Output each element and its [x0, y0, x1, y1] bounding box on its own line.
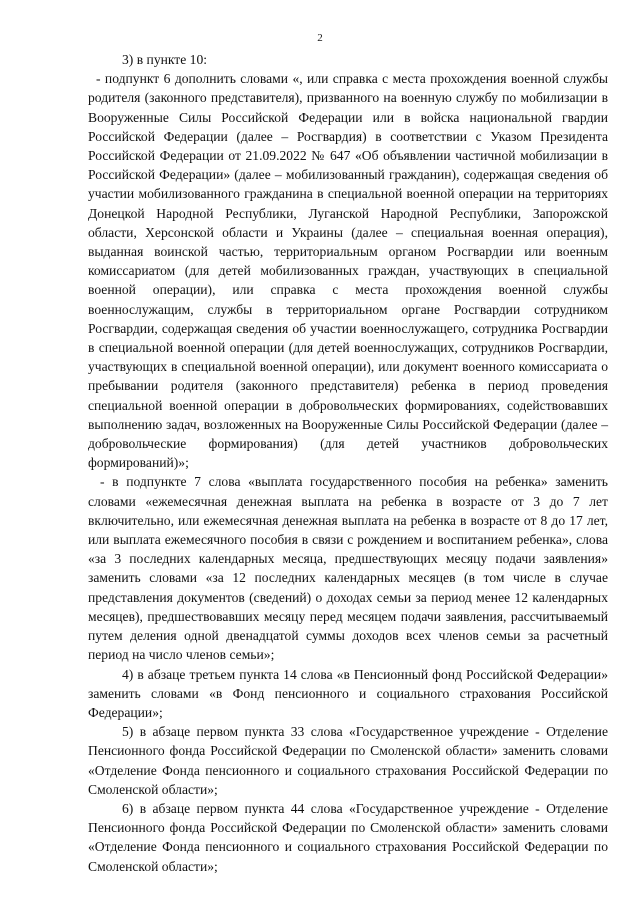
item-3-subparagraph-7: - в подпункте 7 слова «выплата государственного пособия на ребенка» заменить словами «ежемесячная денежная выплата на ребенка в возрасте от 3 до 7 лет включительно, или ежемесячная денежная выплата на ребенка в возрасте от 8 до 17 лет, или выплата ежемесячного пособия в связи с рождением и воспитанием ребенка», слова «за 3 последних календарных месяца, предшествующих месяцу подачи заявления» заменить словами «за 12 последних календарных месяцев (в том числе в случае представления документов (сведений) о доходах семьи за период менее 12 календарных месяцев), предшествовавших месяцу перед месяцем подачи заявления, рассчитываемый путем деления одной двенадцатой суммы доходов всех членов семьи за расчетный период на число членов семьи»; — [88, 474, 608, 663]
item-4-paragraph: 4) в абзаце третьем пункта 14 слова «в Пенсионный фонд Российской Федерации» заменить словами «в Фонд пенсионного и социального страхования Российской Федерации»; — [88, 666, 608, 720]
item-6-paragraph: 6) в абзаце первом пункта 44 слова «Государственное учреждение - Отделение Пенсионного фонда Российской Федерации по Смоленской области» заменить словами «Отделение Фонда пенсионного и социального страхования Российской Федерации по Смоленской области»; — [88, 800, 608, 874]
item-3-subparagraph-6: - подпункт 6 дополнить словами «, или справка с места прохождения военной службы родителя (законного представителя), призванного на военную службу по мобилизации в Вооруженные Силы Российской Федерации или в войска национальной гвардии Российской Федерации (далее – Росгвардия) в соответствии с Указом Президента Российской Федерации от 21.09.2022 № 647 «Об объявлении частичной мобилизации в Российской Федерации» (далее – мобилизованный гражданин), содержащая сведения об участии мобилизованного гражданина в специальной военной операции на территориях Донецкой Народной Республики, Луганской Народной Республики, Запорожской области, Херсонской области и Украины (далее – специальная военная операция), выданная воинской частью, территориальным органом Росгвардии или военным комиссариатом (для детей мобилизованных граждан, участвующих в специальной военной операции), или справка с места прохождения военной службы военнослужащим, службы в территориальном органе Росгвардии сотрудником Росгвардии, содержащая сведения об участии военнослужащего, сотрудника Росгвардии в специальной военной операции (для детей военнослужащих, сотрудников Росгвардии, участвующих в специальной военной операции), или документ военного комиссариата о пребывании родителя (законного представителя) ребенка в период проведения специальной военной операции в добровольческих формированиях, содействовавших выполнению задач, возложенных на Вооруженные Силы Российской Федерации (далее – добровольческие формирования) (для детей участников добровольческих формирований)»; — [88, 71, 608, 471]
item-3-heading: 3) в пункте 10: — [122, 52, 208, 67]
page-number: 2 — [317, 32, 323, 44]
item-5-paragraph: 5) в абзаце первом пункта 33 слова «Государственное учреждение - Отделение Пенсионного фонда Российской Федерации по Смоленской области» заменить словами «Отделение Фонда пенсионного и социального страхования Российской Федерации по Смоленской области»; — [88, 724, 608, 797]
document-body — [88, 50, 608, 876]
